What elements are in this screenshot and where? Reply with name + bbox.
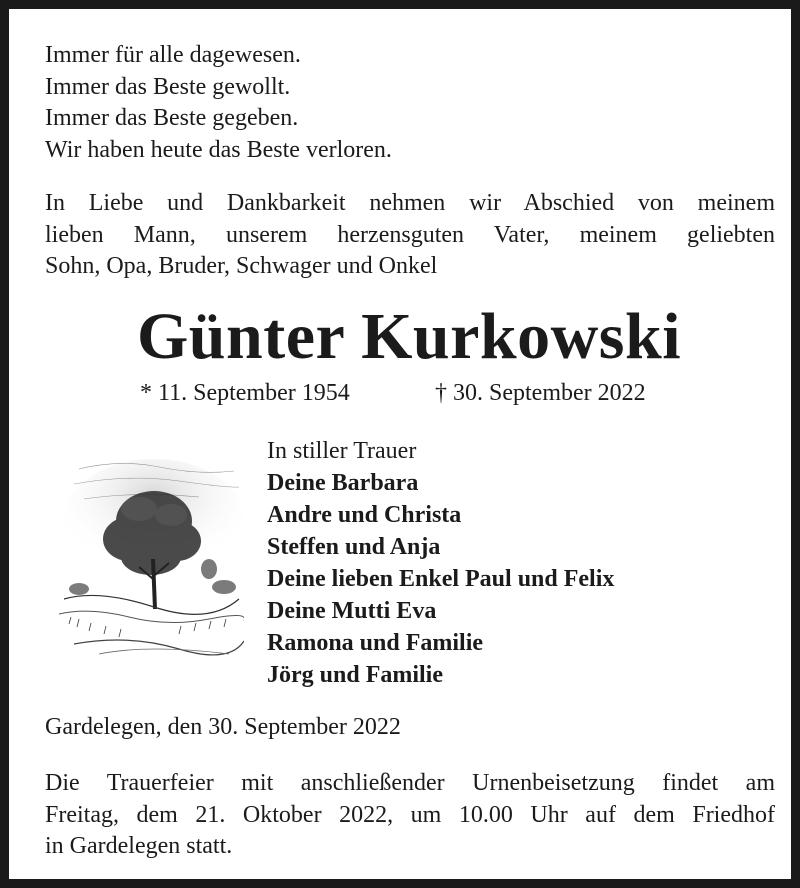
mourner: Deine Mutti Eva [267, 598, 437, 624]
poem [45, 40, 392, 166]
intro-line: Sohn, Opa, Bruder, Schwager und Onkel [45, 253, 438, 279]
intro-line: In Liebe und Dankbarkeit nehmen wir Abschied von meinem [45, 190, 775, 216]
place-and-date: Gardelegen, den 30. September 2022 [45, 714, 401, 740]
deceased-name: Günter Kurkowski [136, 300, 682, 373]
funeral-notice [45, 768, 775, 863]
tree-landscape-illustration [59, 449, 244, 659]
poem-line: Wir haben heute das Beste verloren. [45, 136, 392, 163]
intro-line: lieben Mann, unserem herzensguten Vater, meinem geliebten [45, 221, 775, 248]
poem-line: Immer das Beste gegeben. [45, 105, 299, 131]
mourner: Jörg und Familie [267, 662, 444, 688]
mourners-list [267, 435, 614, 691]
poem-line: Immer das Beste gewollt. [45, 73, 291, 100]
notice-line: Freitag, dem 21. Oktober 2022, um 10.00 Uhr auf dem Friedhof [45, 801, 775, 828]
mourning-intro: In stiller Trauer [267, 438, 417, 464]
poem-line: Immer für alle dagewesen. [45, 42, 301, 68]
notice-line: Die Trauerfeier mit anschließender Urnenbeisetzung findet am [45, 770, 775, 796]
intro-text [45, 188, 775, 283]
mourner: Steffen und Anja [267, 534, 441, 560]
birth-date: * 11. September 1954 [140, 380, 350, 406]
mourner: Deine lieben Enkel Paul und Felix [267, 566, 615, 592]
mourner: Ramona und Familie [267, 630, 484, 656]
death-date: † 30. September 2022 [435, 380, 646, 406]
mourner: Andre und Christa [267, 502, 462, 528]
mourner: Deine Barbara [267, 470, 419, 496]
notice-line: in Gardelegen statt. [45, 833, 233, 859]
